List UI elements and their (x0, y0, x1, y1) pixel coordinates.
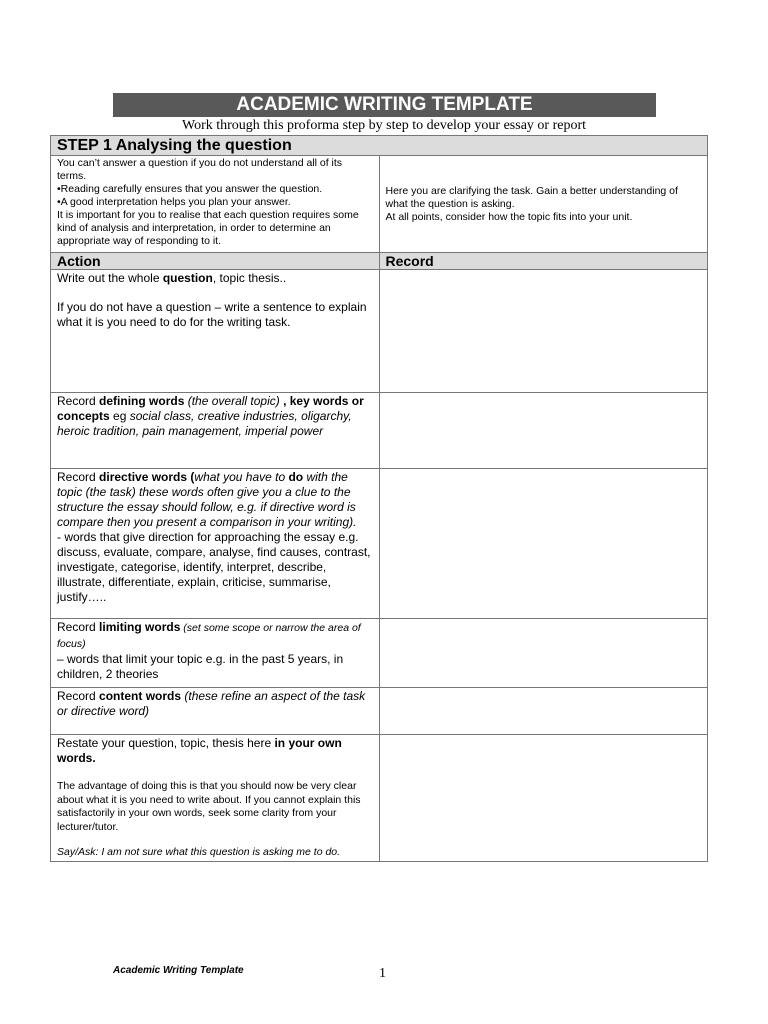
action-keyword: directive words ( (99, 470, 195, 484)
table-row (51, 469, 708, 619)
action-restate-cell (51, 735, 380, 862)
intro-text: You can’t answer a question if you do not understand all of its terms. (57, 157, 343, 182)
table-row (51, 688, 708, 735)
step-title: STEP 1 Analysing the question (51, 136, 708, 156)
record-directive-field[interactable] (379, 469, 708, 619)
action-keyword: defining words (99, 394, 185, 408)
action-keyword: question (162, 271, 213, 285)
action-explanation: The advantage of doing this is that you should now be very clear about what it is you need to write about. If you cannot explain this satisfactorily in your own words, seek some clarity from your lecturer/tutor. (57, 780, 361, 833)
record-limiting-field[interactable] (379, 619, 708, 688)
action-note: what you have to (194, 470, 289, 484)
action-text: Record (57, 394, 100, 408)
table-row (51, 270, 708, 393)
page-number: 1 (379, 966, 386, 981)
column-header-row (51, 253, 708, 270)
action-note: (these refine an aspect of the task or directive word) (57, 689, 366, 718)
intro-row (51, 156, 708, 253)
action-limiting-cell (51, 619, 380, 688)
action-prompt: Say/Ask: I am not sure what this question is asking me to do. (57, 846, 341, 858)
action-defining-cell (51, 393, 380, 469)
action-question-cell (51, 270, 380, 393)
table-row (51, 619, 708, 688)
intro-text: Here you are clarifying the task. Gain a better understanding of what the question is asking. (385, 184, 678, 210)
action-text: - words that give direction for approaching the essay e.g. discuss, evaluate, compare, analyse, find causes, contrast, investigate, categorise, identify, interpret, describe, illustrate, differentiate, explain, criticise, summarise, justify….. (57, 530, 371, 604)
record-question-field[interactable] (379, 270, 708, 393)
column-header-action: Action (51, 253, 380, 270)
record-defining-field[interactable] (379, 393, 708, 469)
intro-text: •Reading carefully ensures that you answer the question. (57, 183, 323, 195)
record-restate-field[interactable] (379, 735, 708, 862)
table-row (51, 735, 708, 862)
intro-text: It is important for you to realise that each question requires some kind of analysis and interpretation, in order to determine an appropriate way of responding to it. (57, 209, 359, 247)
footer-label: Academic Writing Template (113, 965, 244, 976)
column-header-record: Record (379, 253, 708, 270)
intro-text: At all points, consider how the topic fits into your unit. (385, 210, 633, 223)
action-note: with the topic (the task) these words often give you a clue to the structure the essay should follow, e.g. if directive word is compare then you present a comparison in your writing). (57, 470, 357, 529)
action-text: Record (57, 470, 100, 484)
action-note: (set some scope or narrow the area of focus) (57, 622, 361, 650)
intro-text: •A good interpretation helps you plan your answer. (57, 196, 291, 208)
action-text: – words that limit your topic e.g. in the past 5 years, in children, 2 theories (57, 652, 344, 681)
step-header-row (51, 136, 708, 156)
action-text: Record (57, 620, 100, 634)
record-content-field[interactable] (379, 688, 708, 735)
document-title: ACADEMIC WRITING TEMPLATE (113, 93, 656, 117)
action-text: Record (57, 689, 100, 703)
action-note: (the overall topic) (184, 394, 284, 408)
action-keyword: content words (99, 689, 182, 703)
action-keyword: limiting words (99, 620, 181, 634)
document-subtitle: Work through this proforma step by step to develop your essay or report (181, 118, 586, 133)
action-keyword: do (288, 470, 304, 484)
action-text: eg (109, 409, 130, 423)
action-text: Write out the whole (57, 271, 163, 285)
intro-left-cell (51, 156, 380, 253)
action-text: If you do not have a question – write a sentence to explain what it is you need to do for the writing task. (57, 300, 367, 329)
action-examples: social class, creative industries, oligarchy, heroic tradition, pain management, imperial power (57, 409, 352, 438)
action-content-cell (51, 688, 380, 735)
action-directive-cell (51, 469, 380, 619)
action-keyword: , key words or concepts (57, 394, 364, 423)
intro-right-cell (379, 156, 708, 253)
action-keyword: in your own words. (57, 736, 342, 765)
table-row (51, 393, 708, 469)
action-text: Restate your question, topic, thesis here (57, 736, 275, 750)
writing-template-table (50, 135, 708, 862)
action-text: , topic thesis.. (212, 271, 287, 285)
